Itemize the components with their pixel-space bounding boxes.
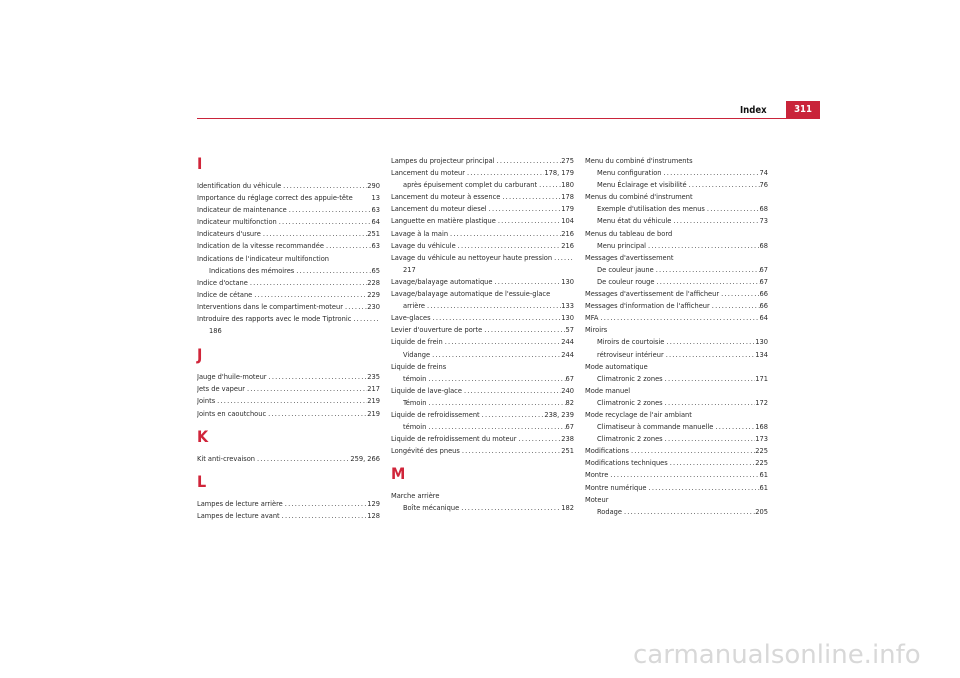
index-heading: Menus du combiné d'instrument <box>585 192 693 202</box>
section-letter-j: J <box>197 345 203 365</box>
index-entry[interactable]: Montre numérique ..... 61 <box>585 482 768 494</box>
index-subentry[interactable]: Indications des mémoires ..... 65 <box>197 265 380 277</box>
index-heading: Mode automatique <box>585 361 648 371</box>
index-entry[interactable]: Lavage du véhicule ..... 216 <box>391 240 574 252</box>
index-page-ref[interactable]: 186 <box>209 326 222 336</box>
index-entry[interactable]: Indice d'octane ..... 228 <box>197 277 380 289</box>
index-entry[interactable]: Jauge d'huile-moteur ..... 235 <box>197 371 380 383</box>
index-entry[interactable]: Languette en matière plastique ..... 104 <box>391 215 574 227</box>
index-entry[interactable]: Lampes du projecteur principal ..... 275 <box>391 155 574 167</box>
index-subentry[interactable]: Vidange ..... 244 <box>391 349 574 361</box>
index-entry[interactable]: Kit anti-crevaison ..... 259, 266 <box>197 453 380 465</box>
index-subentry[interactable]: Menu configuration ..... 74 <box>585 167 768 179</box>
index-entry[interactable]: Lampes de lecture arrière ..... 129 <box>197 498 380 510</box>
index-entry[interactable]: Interventions dans le compartiment-moteur ..... 230 <box>197 301 380 313</box>
index-entry[interactable]: Indication de la vitesse recommandée ..... 63 <box>197 240 380 252</box>
index-entry[interactable]: Modifications ..... 225 <box>585 445 768 457</box>
index-entry[interactable]: Lavage du véhicule au nettoyeur haute pression ..... <box>391 252 574 264</box>
index-entry[interactable]: Lancement du moteur ..... 178, 179 <box>391 167 574 179</box>
index-subentry[interactable]: Menu Éclairage et visibilité ..... 76 <box>585 179 768 191</box>
index-entry[interactable]: Montre ..... 61 <box>585 469 768 481</box>
index-entry[interactable]: Lancement du moteur diesel ..... 179 <box>391 203 574 215</box>
index-subentry[interactable]: De couleur jaune ..... 67 <box>585 264 768 276</box>
index-heading: Lavage/balayage automatique de l'essuie-glace <box>391 289 551 299</box>
index-entry[interactable]: Lavage/balayage automatique ..... 130 <box>391 276 574 288</box>
page-title: Index <box>740 105 767 116</box>
index-entry[interactable]: Modifications techniques ..... 225 <box>585 457 768 469</box>
index-subentry[interactable]: Menu état du véhicule ..... 73 <box>585 215 768 227</box>
index-entry[interactable]: Indicateur de maintenance ..... 63 <box>197 204 380 216</box>
index-entry[interactable]: Lave-glaces ..... 130 <box>391 312 574 324</box>
index-entry[interactable]: Lavage à la main ..... 216 <box>391 228 574 240</box>
index-subentry[interactable]: Miroirs de courtoisie ..... 130 <box>585 336 768 348</box>
index-heading: Mode manuel <box>585 385 631 395</box>
index-entry[interactable]: Messages d'information de l'afficheur ..... 66 <box>585 300 768 312</box>
index-heading: Moteur <box>585 494 609 504</box>
page-number: 311 <box>786 101 820 119</box>
section-letter-k: K <box>197 426 209 446</box>
index-page-ref[interactable]: 217 <box>403 264 416 274</box>
watermark: carmanualsonline.info <box>633 640 921 670</box>
index-subentry[interactable]: après épuisement complet du carburant ..... 180 <box>391 179 574 191</box>
index-heading: Indications de l'indicateur multifonction <box>197 253 330 263</box>
index-column-3 <box>585 155 768 518</box>
index-subentry[interactable]: Climatronic 2 zones ..... 173 <box>585 433 768 445</box>
index-entry[interactable]: Longévité des pneus ..... 251 <box>391 445 574 457</box>
index-column-2 <box>391 155 574 515</box>
index-subentry[interactable]: Boîte mécanique ..... 182 <box>391 502 574 514</box>
index-entry[interactable]: Jets de vapeur ..... 217 <box>197 383 380 395</box>
index-entry[interactable]: Introduire des rapports avec le mode Tiptronic ..... <box>197 313 380 325</box>
index-heading: Messages d'avertissement <box>585 252 674 262</box>
index-heading: Miroirs <box>585 325 608 335</box>
section-letter-l: L <box>197 471 207 491</box>
index-heading: Marche arrière <box>391 491 440 501</box>
index-heading: Menus du tableau de bord <box>585 228 673 238</box>
index-entry[interactable]: Joints en caoutchouc ..... 219 <box>197 408 380 420</box>
index-subentry[interactable]: Menu principal ..... 68 <box>585 240 768 252</box>
section-letter-i: I <box>197 154 203 173</box>
index-entry[interactable]: Indicateur multifonction ..... 64 <box>197 216 380 228</box>
index-subentry[interactable]: Témoin ..... 82 <box>391 397 574 409</box>
index-entry[interactable]: Indice de cétane ..... 229 <box>197 289 380 301</box>
index-entry[interactable]: Lancement du moteur à essence ..... 178 <box>391 191 574 203</box>
index-subentry[interactable]: De couleur rouge ..... 67 <box>585 276 768 288</box>
header-rule <box>197 118 820 119</box>
index-entry[interactable]: Messages d'avertissement de l'afficheur ..... 66 <box>585 288 768 300</box>
index-entry[interactable]: Joints ..... 219 <box>197 395 380 407</box>
index-entry[interactable]: Importance du réglage correct des appuie-tête 13 <box>197 193 380 203</box>
index-subentry[interactable]: arrière ..... 133 <box>391 300 574 312</box>
index-entry[interactable]: Levier d'ouverture de porte ..... 57 <box>391 324 574 336</box>
index-subentry[interactable]: Climatiseur à commande manuelle ..... 168 <box>585 421 768 433</box>
index-entry[interactable]: Lampes de lecture avant ..... 128 <box>197 510 380 522</box>
index-subentry[interactable]: rétroviseur intérieur ..... 134 <box>585 349 768 361</box>
index-subentry[interactable]: témoin ..... 67 <box>391 421 574 433</box>
index-subentry[interactable]: Exemple d'utilisation des menus ..... 68 <box>585 203 768 215</box>
index-entry[interactable]: Liquide de refroidissement ..... 238, 239 <box>391 409 574 421</box>
index-subentry[interactable]: Rodage ..... 205 <box>585 506 768 518</box>
index-entry[interactable]: MFA ..... 64 <box>585 312 768 324</box>
index-heading: Liquide de freins <box>391 361 447 371</box>
index-entry[interactable]: Liquide de refroidissement du moteur ..... 238 <box>391 433 574 445</box>
index-entry[interactable]: Liquide de lave-glace ..... 240 <box>391 385 574 397</box>
index-subentry[interactable]: témoin ..... 67 <box>391 373 574 385</box>
index-entry[interactable]: Identification du véhicule ..... 290 <box>197 180 380 192</box>
index-column-1 <box>197 155 380 522</box>
index-heading: Mode recyclage de l'air ambiant <box>585 409 692 419</box>
index-entry[interactable]: Indicateurs d'usure ..... 251 <box>197 228 380 240</box>
index-entry[interactable]: Liquide de frein ..... 244 <box>391 336 574 348</box>
index-heading: Menu du combiné d'instruments <box>585 156 693 165</box>
index-subentry[interactable]: Climatronic 2 zones ..... 172 <box>585 397 768 409</box>
section-letter-m: M <box>391 464 406 484</box>
index-subentry[interactable]: Climatronic 2 zones ..... 171 <box>585 373 768 385</box>
